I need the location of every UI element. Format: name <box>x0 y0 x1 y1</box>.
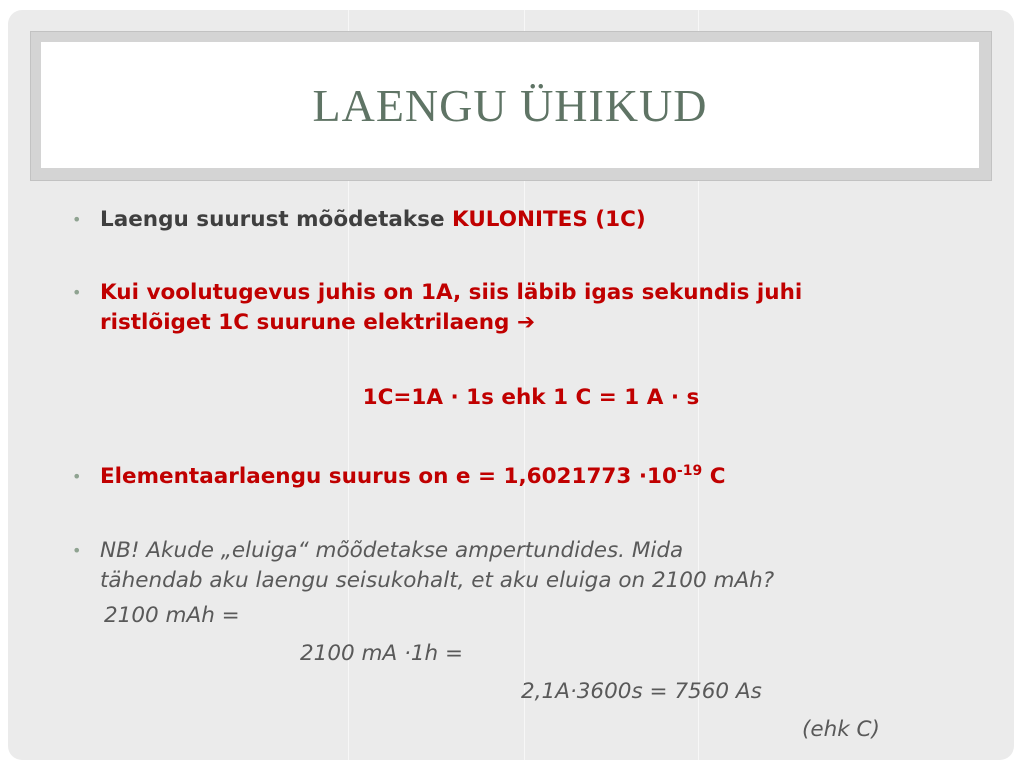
bullet-marker: • <box>72 283 82 302</box>
calc-step: 2100 mA ·1h = <box>300 641 464 666</box>
calc-step: (ehk C) <box>802 717 880 742</box>
bullet-line <box>100 308 970 338</box>
elementary-charge-text: Elementaarlaengu suurus on e = 1,6021773 ·10 <box>100 464 677 489</box>
bullet-marker: • <box>72 541 82 560</box>
bullet-line-text: ristlõiget 1C suurune elektrilaeng <box>100 310 517 335</box>
formula-line: 1C=1A · 1s ehk 1 C = 1 A · s <box>362 385 700 410</box>
bullet-text <box>100 278 970 338</box>
exponent: -19 <box>676 463 703 479</box>
calc-step: 2100 mAh = <box>104 603 240 628</box>
bullet-text <box>100 536 970 596</box>
note-line: NB! Akude „eluiga“ mõõdetakse ampertundides. Mida <box>100 538 684 563</box>
bullet-line: Kui voolutugevus juhis on 1A, siis läbib igas sekundis juhi <box>100 280 803 305</box>
right-arrow-icon: ➔ <box>516 310 535 335</box>
calc-step: 2,1A·3600s = 7560 As <box>521 679 762 704</box>
slide-content <box>8 10 1014 760</box>
bullet-marker: • <box>72 210 82 229</box>
note-line: tähendab aku laengu seisukohalt, et aku eluiga on 2100 mAh? <box>100 568 775 593</box>
bullet-highlight: KULONITES (1C) <box>452 207 646 232</box>
slide <box>8 10 1014 760</box>
charge-unit: C <box>702 464 726 489</box>
bullet-text <box>100 205 970 235</box>
bullet-prefix: Laengu suurust mõõdetakse <box>100 207 453 232</box>
bullet-text <box>100 462 970 492</box>
slide-title: LAENGU ÜHIKUD <box>312 79 708 131</box>
bullet-marker: • <box>72 467 82 486</box>
